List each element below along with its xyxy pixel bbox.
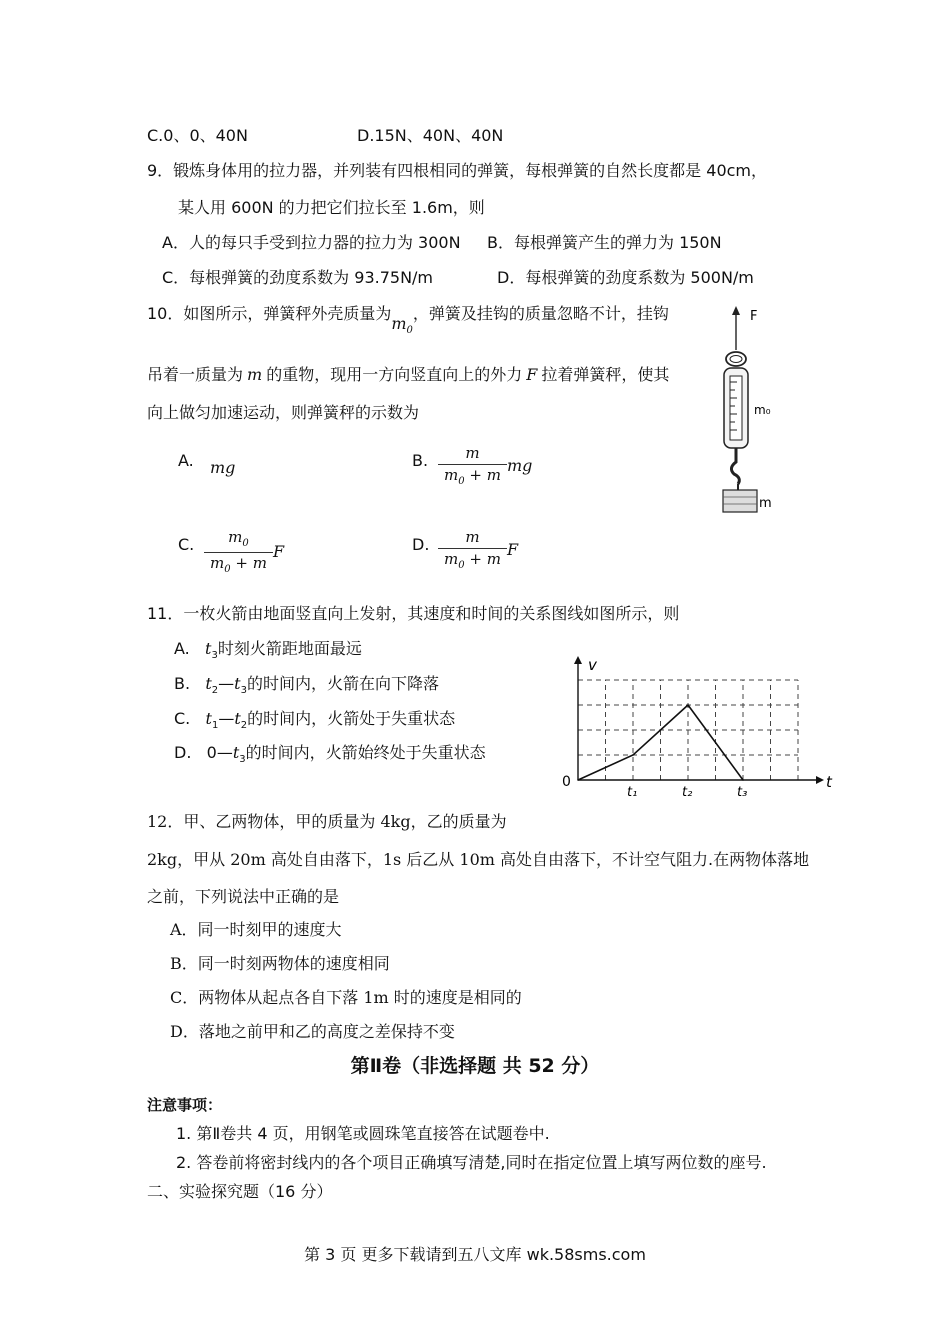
q9-stem-line1: 9．锻炼身体用的拉力器，并列装有四根相同的弹簧，每根弹簧的自然长度都是 40cm， bbox=[147, 161, 768, 180]
q10-stem-line3: 向上做匀加速运动，则弹簧秤的示数为 bbox=[147, 403, 420, 422]
q10-option-d-expr bbox=[438, 530, 518, 571]
q10-option-c-den-plus: + m bbox=[230, 554, 267, 572]
q11-option-a bbox=[174, 641, 362, 661]
q11-option-a-text: 时刻火箭距地面最远 bbox=[217, 639, 362, 658]
q10-option-c-denominator bbox=[204, 553, 273, 575]
q10-option-c-num-m: m bbox=[228, 528, 243, 546]
q9-stem-line2: 某人用 600N 的力把它们拉长至 1.6m，则 bbox=[178, 198, 485, 217]
velocity-data-point bbox=[687, 704, 689, 706]
q11-option-d-label: D. bbox=[174, 743, 192, 762]
hanging-weight bbox=[723, 490, 757, 512]
q11-option-c-t2: t bbox=[234, 709, 241, 728]
q9-option-a: A．人的每只手受到拉力器的拉力为 300N bbox=[162, 233, 461, 252]
x-axis-label: t bbox=[826, 773, 832, 791]
q10-option-b-den-plus: + m bbox=[464, 466, 501, 484]
q11-option-c-dash: — bbox=[218, 709, 235, 728]
q11-option-d bbox=[174, 745, 486, 765]
y-axis-arrow bbox=[574, 656, 582, 664]
q12-stem-line2: 2kg，甲从 20m 高处自由落下，1s 后乙从 10m 高处自由落下，不计空气阻力.在两物体落地 bbox=[147, 850, 810, 869]
q10-option-c-tail: F bbox=[272, 542, 285, 561]
q11-option-c-text: 的时间内，火箭处于失重状态 bbox=[247, 709, 456, 728]
q10-option-d-denominator bbox=[438, 549, 507, 571]
q11-option-b-t1: t bbox=[205, 674, 212, 693]
weight-mass-label: m bbox=[759, 496, 772, 511]
q10-stem-line1 bbox=[147, 304, 669, 337]
q11-option-a-t: t bbox=[205, 639, 212, 658]
q12-stem-line3: 之前，下列说法中正确的是 bbox=[147, 887, 340, 906]
q10-stem-part2: ，弹簧及挂钩的质量忽略不计，挂钩 bbox=[412, 304, 669, 323]
velocity-data-point bbox=[742, 779, 744, 781]
q11-option-d-sub: 3 bbox=[239, 754, 246, 766]
q11-option-b-text: 的时间内，火箭在向下降落 bbox=[246, 674, 439, 693]
q10-option-d-label: D. bbox=[412, 535, 430, 554]
q12-option-a: A．同一时刻甲的速度大 bbox=[170, 920, 342, 939]
section-title: 第Ⅱ卷（非选择题 共 52 分） bbox=[350, 1055, 600, 1077]
q9-option-d: D．每根弹簧的劲度系数为 500N/m bbox=[497, 268, 754, 287]
q10-option-b-denominator bbox=[438, 465, 507, 487]
q11-option-b-s1: 2 bbox=[211, 685, 219, 697]
part2-heading: 二、实验探究题（16 分） bbox=[147, 1182, 333, 1201]
q10-option-c-label: C. bbox=[178, 535, 195, 554]
q8-option-d: D.15N、40N、40N bbox=[357, 126, 504, 145]
velocity-data-point bbox=[632, 754, 634, 756]
q10-option-c-num-sub: 0 bbox=[242, 538, 249, 549]
x-axis-arrow bbox=[816, 776, 824, 784]
q10-stem-part5: 拉着弹簧秤，使其 bbox=[541, 365, 670, 384]
q10-option-b-tail: mg bbox=[506, 456, 533, 475]
note-1: 1. 第Ⅱ卷共 4 页，用钢笔或圆珠笔直接答在试题卷中. bbox=[176, 1124, 550, 1143]
force-label: F bbox=[750, 309, 758, 324]
q11-option-c-t1: t bbox=[205, 709, 212, 728]
q11-option-c bbox=[174, 711, 455, 731]
page-footer: 第 3 页 更多下载请到五八文库 wk.58sms.com bbox=[304, 1245, 646, 1264]
x-tick-label: t₂ bbox=[682, 785, 693, 800]
q11-option-c-label: C. bbox=[174, 709, 191, 728]
q10-option-c-den-m: m bbox=[210, 554, 225, 572]
y-axis-label: v bbox=[588, 656, 597, 674]
q10-option-d-den-m: m bbox=[444, 550, 459, 568]
q11-option-d-t: t bbox=[232, 743, 240, 762]
scale-ring bbox=[726, 352, 746, 366]
q10-option-b-expr bbox=[438, 446, 532, 487]
q10-option-c-fraction bbox=[204, 530, 273, 575]
scale-ring-inner bbox=[730, 356, 742, 363]
spring-scale-figure bbox=[710, 302, 790, 520]
q10-stem-part4: 的重物，现用一方向竖直向上的外力 bbox=[266, 365, 523, 384]
q10-shell-mass-symbol bbox=[391, 314, 413, 337]
q10-stem-line2 bbox=[147, 367, 669, 383]
velocity-time-chart bbox=[550, 650, 850, 800]
q11-stem: 11．一枚火箭由地面竖直向上发射，其速度和时间的关系图线如图所示，则 bbox=[147, 604, 680, 623]
x-tick-label: t₃ bbox=[737, 785, 748, 800]
q10-option-d-den-plus: + m bbox=[464, 550, 501, 568]
q10-force-symbol: F bbox=[526, 365, 538, 384]
q11-option-b bbox=[174, 676, 439, 696]
q12-option-d: D．落地之前甲和乙的高度之差保持不变 bbox=[170, 1022, 455, 1041]
q10-option-b-numerator: m bbox=[438, 446, 507, 465]
q11-option-c-s2: 2 bbox=[240, 720, 248, 732]
notes-heading: 注意事项： bbox=[147, 1096, 223, 1114]
velocity-data-point bbox=[577, 779, 579, 781]
scale-hook bbox=[731, 448, 739, 484]
q11-option-c-s1: 1 bbox=[211, 720, 219, 732]
q8-option-c: C.0、0、40N bbox=[147, 126, 248, 145]
q10-option-c-expr bbox=[204, 530, 284, 575]
q12-option-b: B．同一时刻两物体的速度相同 bbox=[170, 954, 390, 973]
note-2: 2. 答卷前将密封线内的各个项目正确填写清楚,同时在指定位置上填写两位数的座号. bbox=[176, 1153, 767, 1172]
q10-m0-subscript: 0 bbox=[406, 325, 413, 337]
q10-option-c-numerator bbox=[204, 530, 273, 553]
q10-option-b-den-m: m bbox=[444, 466, 459, 484]
q11-option-a-label: A. bbox=[174, 639, 190, 658]
q11-option-b-s2: 3 bbox=[240, 685, 247, 697]
q9-option-b: B．每根弹簧产生的弹力为 150N bbox=[487, 233, 722, 252]
q11-option-a-sub: 3 bbox=[211, 650, 218, 662]
q10-mass-symbol: m bbox=[247, 365, 263, 384]
q9-option-c: C．每根弹簧的劲度系数为 93.75N/m bbox=[162, 268, 434, 287]
q11-option-b-dash: — bbox=[218, 674, 235, 693]
q11-option-b-label: B. bbox=[174, 674, 191, 693]
q10-stem-part1: 10．如图所示，弹簧秤外壳质量为 bbox=[147, 304, 392, 323]
q10-option-b-fraction bbox=[438, 446, 507, 487]
q11-option-b-t2: t bbox=[234, 674, 241, 693]
q10-stem-part3: 吊着一质量为 bbox=[147, 365, 244, 384]
q12-stem-line1: 12．甲、乙两物体，甲的质量为 4kg，乙的质量为 bbox=[147, 812, 507, 831]
shell-mass-label: m₀ bbox=[754, 403, 771, 417]
q10-option-d-den-sub: 0 bbox=[458, 560, 465, 571]
force-arrow-head bbox=[732, 306, 740, 315]
q10-option-b-label: B. bbox=[412, 451, 429, 470]
q10-option-d-fraction bbox=[438, 530, 507, 571]
q12-option-c: C．两物体从起点各自下落 1m 时的速度是相同的 bbox=[170, 988, 522, 1007]
q10-option-b-den-sub: 0 bbox=[458, 476, 465, 487]
q11-option-d-text: 的时间内，火箭始终处于失重状态 bbox=[245, 743, 486, 762]
q10-m0-letter: m bbox=[391, 314, 407, 333]
x-tick-label: t₁ bbox=[627, 785, 638, 800]
origin-label: 0 bbox=[562, 774, 571, 790]
q11-option-d-pre: 0— bbox=[206, 743, 233, 762]
q10-option-d-tail: F bbox=[506, 540, 519, 559]
q10-option-a-label: A. bbox=[178, 451, 194, 470]
q10-option-d-numerator: m bbox=[438, 530, 507, 549]
q10-option-c-den-sub: 0 bbox=[224, 564, 231, 575]
q10-option-a-expr: mg bbox=[210, 458, 236, 477]
